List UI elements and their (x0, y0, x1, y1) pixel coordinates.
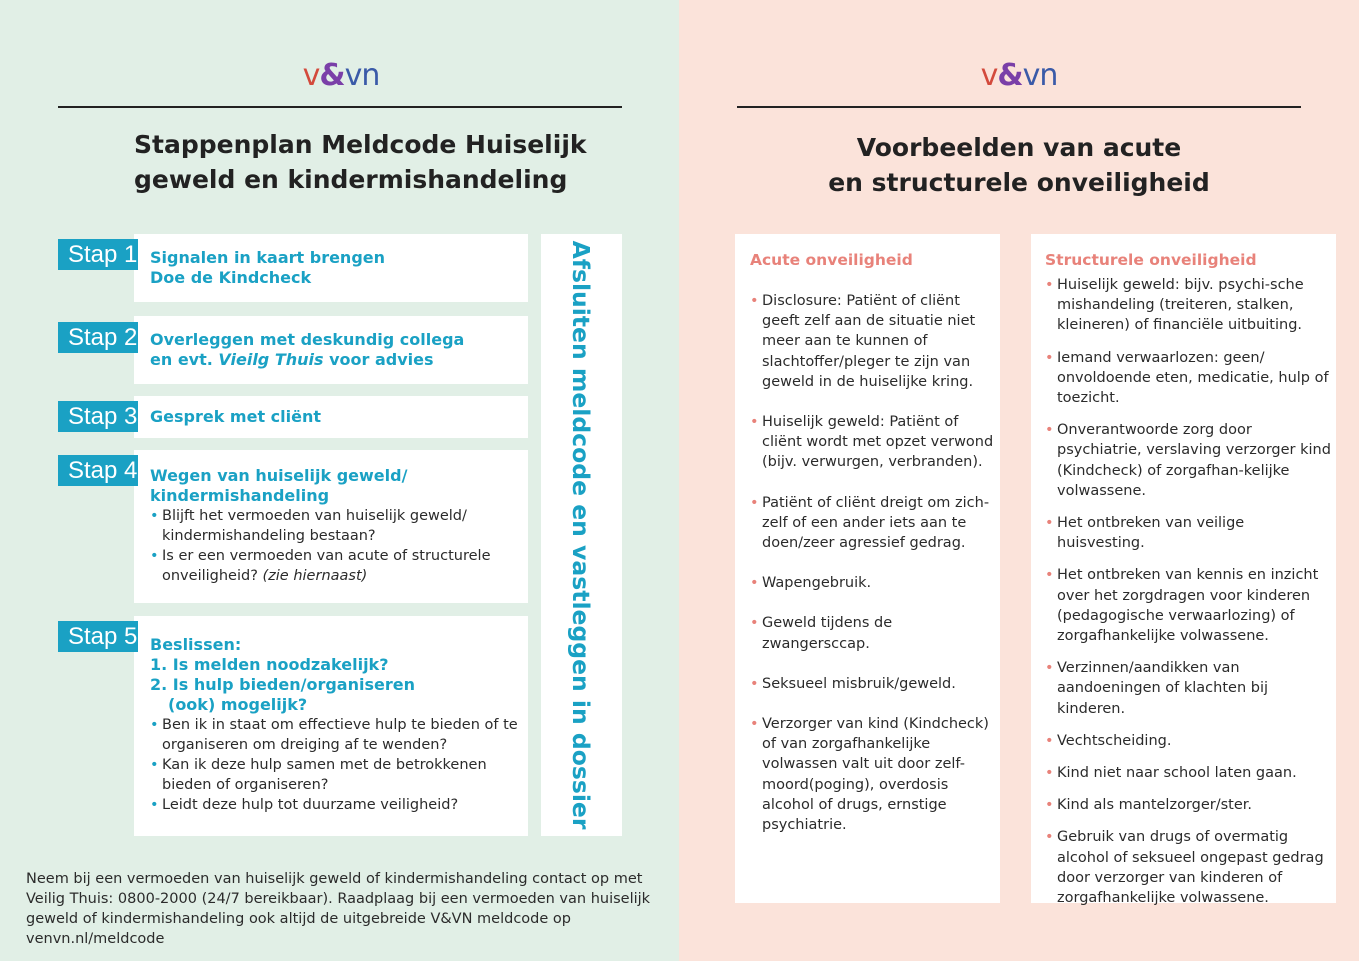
step-3-label: Stap 3 (58, 401, 138, 432)
step-2-subtitle: en evt. Vieilg Thuis voor advies (150, 350, 434, 369)
step-2-title: Overleggen met deskundig collega (150, 330, 465, 349)
step-5-question-2-cont: (ook) mogelijk? (168, 695, 308, 714)
list-item: • Patiënt of cliënt dreigt om zich-zelf of een ander iets aan te doen/zeer agressief gedrag. (750, 493, 995, 554)
right-panel (679, 0, 1359, 961)
step-4-title: Wegen van huiselijk geweld/ (150, 466, 408, 485)
list-item: • Verzinnen/aandikken van aandoeningen of klachten bij kinderen. (1045, 658, 1333, 719)
step-5-card (134, 616, 528, 836)
acute-heading: Acute onveiligheid (750, 251, 913, 269)
step-4-subtitle: kindermishandeling (150, 486, 330, 505)
list-item: • Kind niet naar school laten gaan. (1045, 763, 1333, 783)
step-5-label: Stap 5 (58, 621, 138, 652)
list-item: • Kan ik deze hulp samen met de betrokkenen bieden of organiseren? (150, 755, 520, 795)
divider (58, 106, 622, 108)
step-1-subtitle: Doe de Kindcheck (150, 268, 312, 287)
list-item: • Verzorger van kind (Kindcheck) of van zorgafhankelijke volwassen valt uit door zelf-moord(poging), overdosis alcohol of drugs, ernstige psychiatrie. (750, 714, 995, 835)
list-item: • Huiselijk geweld: bijv. psychi-sche mishandeling (treiteren, stalken, kleineren) of financiële uitbuiting. (1045, 275, 1333, 336)
step-1-label: Stap 1 (58, 239, 138, 270)
list-item: • Disclosure: Patiënt of cliënt geeft zelf aan de situatie niet meer aan te kunnen of slachtoffer/pleger te zijn van geweld in de huiselijke kring. (750, 291, 995, 392)
list-item: • Blijft het vermoeden van huiselijk geweld/ kindermishandeling bestaan? (150, 506, 520, 546)
list-item: • Het ontbreken van veilige huisvesting. (1045, 513, 1333, 553)
list-item: • Vechtscheiding. (1045, 731, 1333, 751)
list-item: • Seksueel misbruik/geweld. (750, 674, 995, 694)
step-1-card (134, 234, 528, 302)
acute-card (735, 234, 1000, 903)
step-5-list (150, 715, 520, 815)
list-item: • Gebruik van drugs of overmatig alcohol of seksueel ongepast gedrag door verzorger van kinderen of zorgafhankelijke volwassene. (1045, 827, 1333, 908)
step-5-question-2: 2. Is hulp bieden/organiseren (150, 675, 415, 694)
step-4-card (134, 450, 528, 603)
list-item: • Onverantwoorde zorg door psychiatrie, verslaving verzorger kind (Kindcheck) of zorgafhan-kelijke volwassene. (1045, 420, 1333, 501)
vertical-banner-text: Afsluiten meldcode en vastleggen in dossier (567, 240, 595, 830)
footer-note: Neem bij een vermoeden van huiselijk geweld of kindermishandeling contact op met Veilig Thuis: 0800-2000 (24/7 bereikbaar). Raadplaag bij een vermoeden van huiselijk geweld of kindermishandeling ook altijd de uitgebreide V&VN meldcode op venvn.nl/meldcode (26, 871, 651, 947)
step-2-card (134, 316, 528, 384)
list-item: • Leidt deze hulp tot duurzame veiligheid? (150, 795, 520, 815)
step-3-card (134, 396, 528, 438)
step-5-question-1: 1. Is melden noodzakelijk? (150, 655, 389, 674)
page-title: Voorbeelden van acute en structurele onveiligheid (828, 133, 1210, 197)
vvn-logo: v&vn (302, 58, 380, 93)
step-4-label: Stap 4 (58, 455, 138, 486)
list-item: • Kind als mantelzorger/ster. (1045, 795, 1333, 815)
page-title: Stappenplan Meldcode Huiselijk geweld en kindermishandeling (134, 130, 587, 194)
step-2-label: Stap 2 (58, 322, 138, 353)
divider (737, 106, 1301, 108)
list-item: • Is er een vermoeden van acute of structurele onveiligheid? (zie hiernaast) (150, 546, 520, 586)
list-item: • Geweld tijdens de zwangersccap. (750, 613, 995, 653)
step-5-title: Beslissen: (150, 635, 242, 654)
list-item: • Het ontbreken van kennis en inzicht over het zorgdragen voor kinderen (pedagogische verwaarlozing) of zorgafhankelijke volwassene. (1045, 565, 1333, 646)
list-item: • Wapengebruik. (750, 573, 995, 593)
list-item: • Huiselijk geweld: Patiënt of cliënt wordt met opzet verwond (bijv. verwurgen, verbranden). (750, 412, 995, 473)
step-4-list (150, 506, 520, 586)
step-1-title: Signalen in kaart brengen (150, 248, 386, 267)
structural-list (1045, 275, 1333, 908)
left-panel (0, 0, 679, 961)
acute-list (750, 291, 995, 835)
list-item: • Iemand verwaarlozen: geen/ onvoldoende eten, medicatie, hulp of toezicht. (1045, 348, 1333, 409)
list-item: • Ben ik in staat om effectieve hulp te bieden of te organiseren om dreiging af te wenden? (150, 715, 520, 755)
structural-card (1031, 234, 1336, 907)
step-3-title: Gesprek met cliënt (150, 407, 321, 426)
vvn-logo: v&vn (980, 58, 1058, 93)
structural-heading: Structurele onveiligheid (1045, 251, 1257, 269)
vertical-banner (541, 234, 622, 836)
